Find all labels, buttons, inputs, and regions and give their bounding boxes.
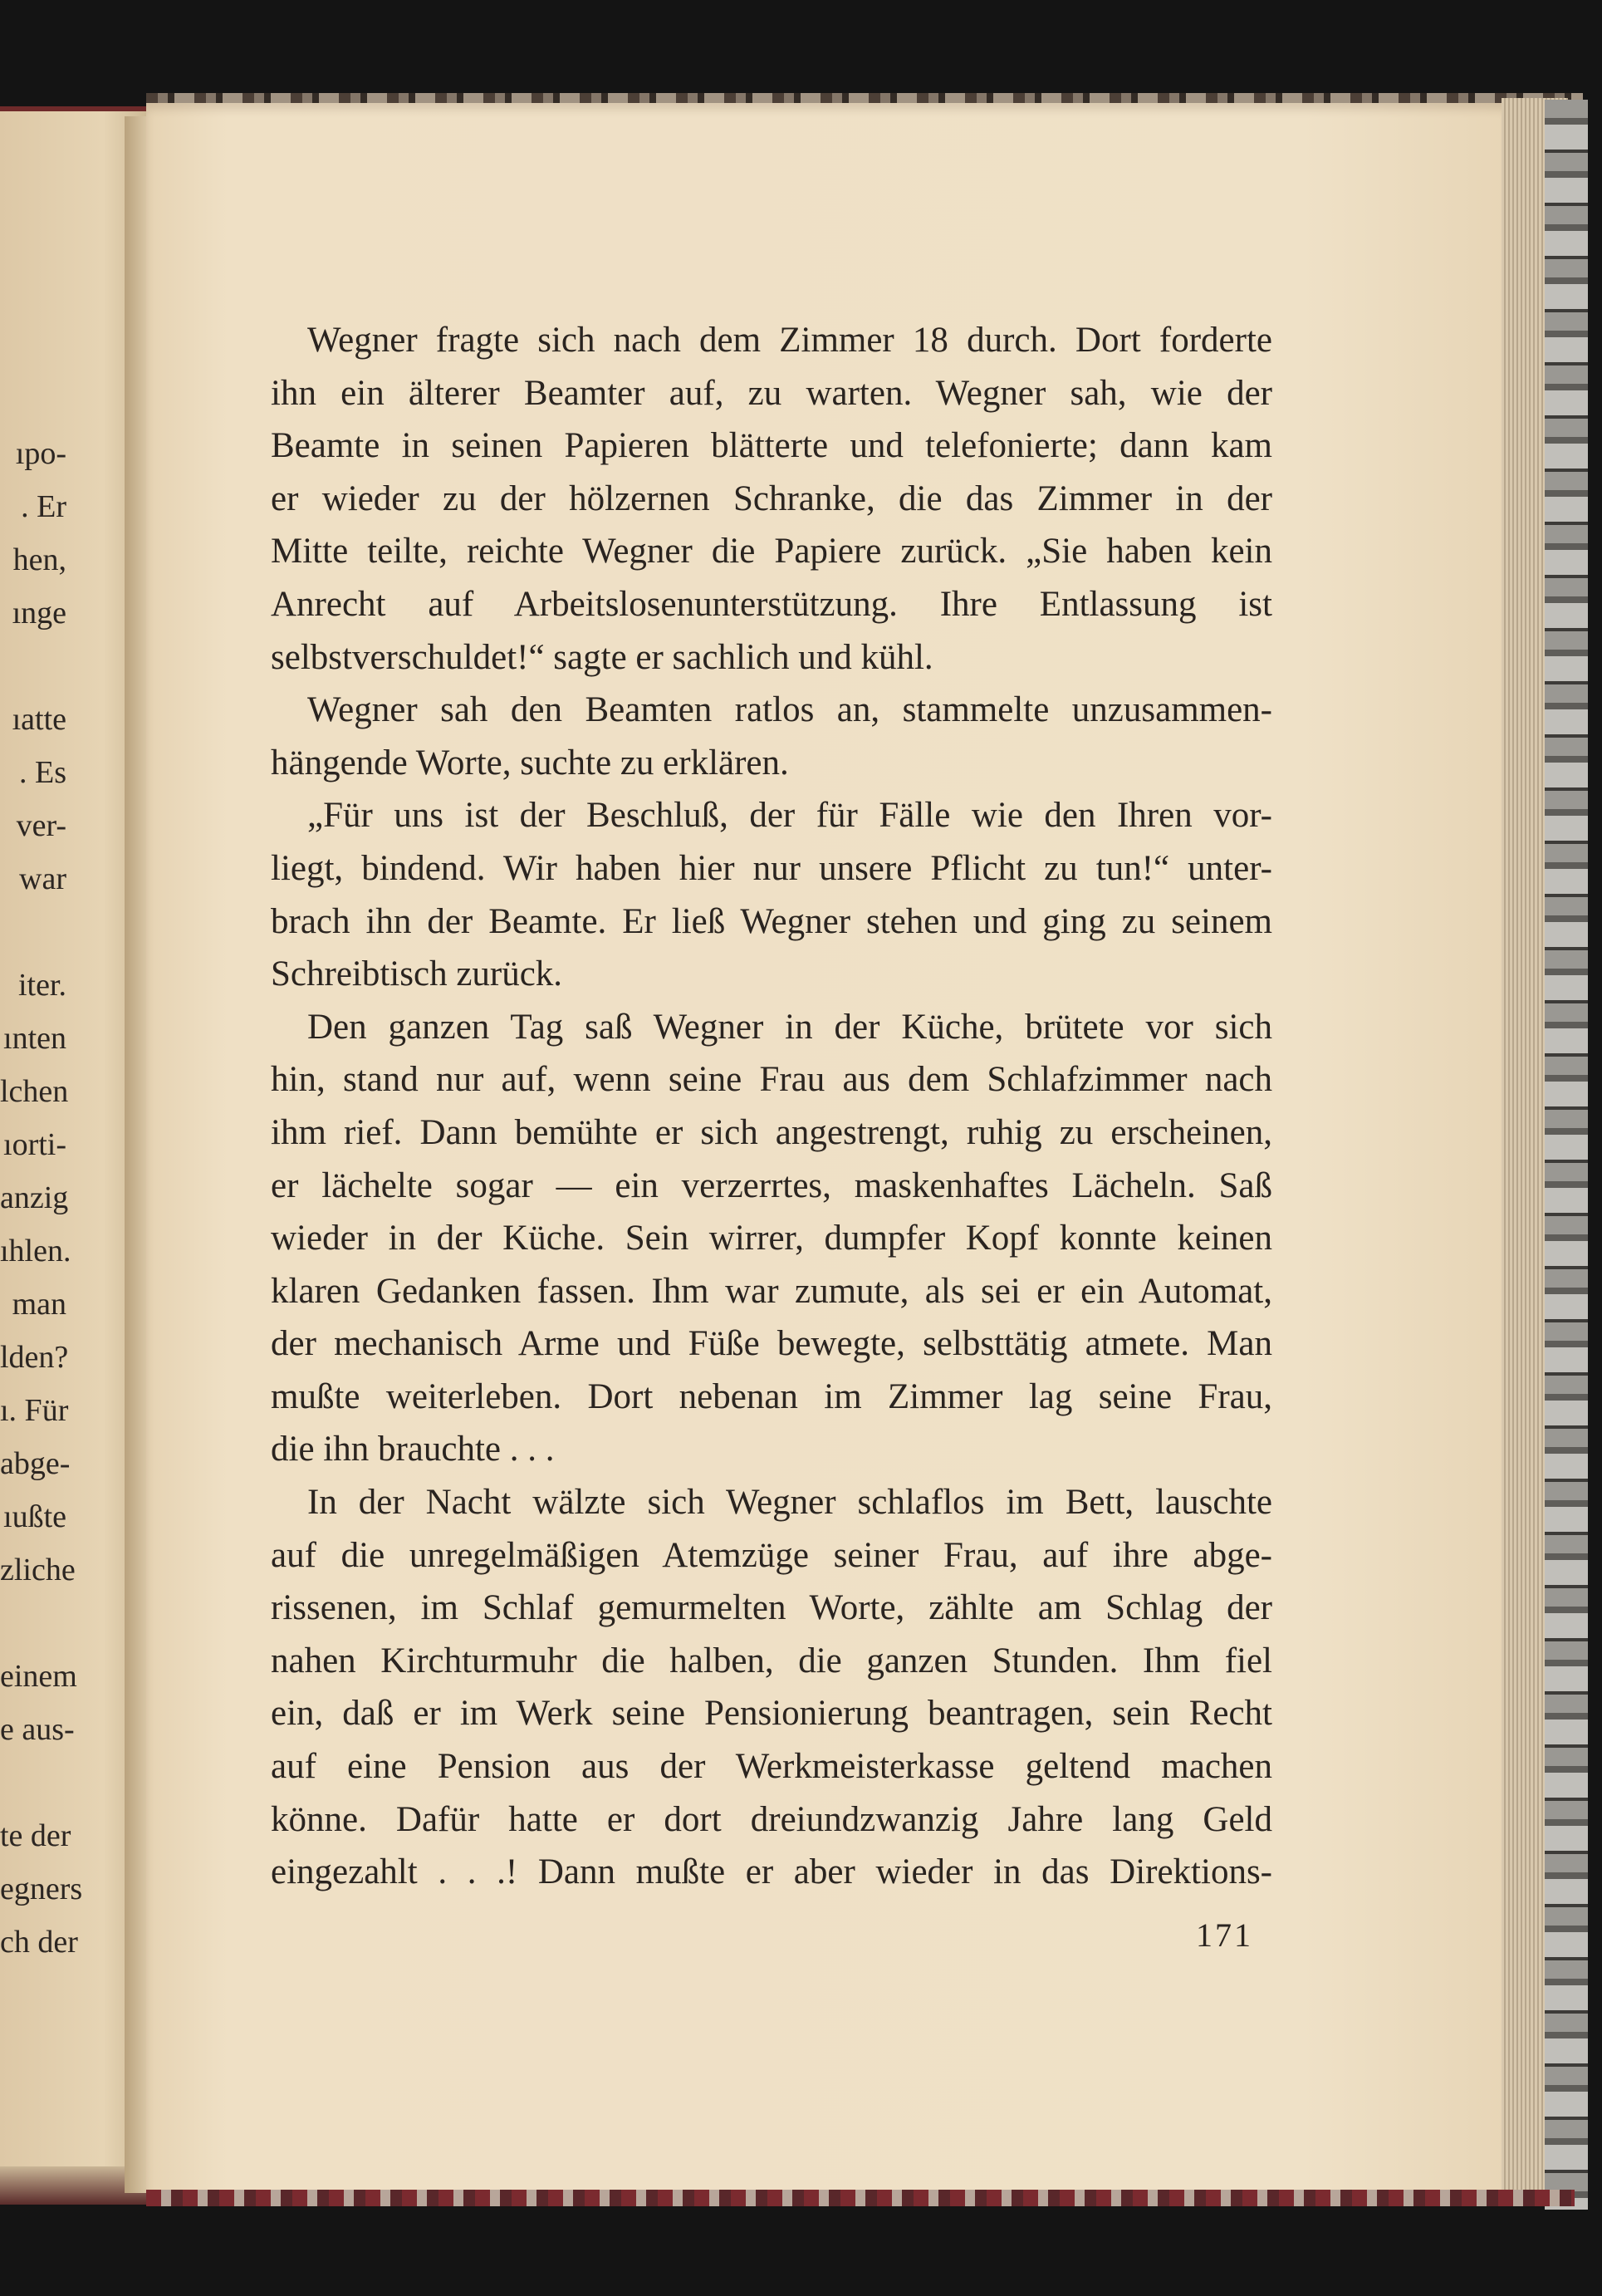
facing-page-line: ıatte <box>12 702 66 737</box>
facing-page-line: iter. <box>17 968 66 1003</box>
text-line: wieder in der Küche. Sein wirrer, dumpfer Kopf konnte keinen <box>271 1219 1272 1258</box>
text-line: die ihn brauchte . . . <box>271 1430 555 1469</box>
cover-right-edge <box>1545 100 1588 2210</box>
facing-page-line <box>0 1756 66 1809</box>
facing-page-line: te der <box>0 1818 71 1853</box>
facing-page-line: e aus- <box>0 1712 75 1747</box>
text-line: nahen Kirchturmuhr die halben, die ganzen Stunden. Ihm fiel <box>271 1641 1272 1680</box>
text-line: Schreibtisch zurück. <box>271 954 563 994</box>
text-line: liegt, bindend. Wir haben hier nur unsere Pflicht zu tun!“ unter- <box>271 848 1272 888</box>
text-line: könne. Dafür hatte er dort dreiundzwanzig Jahre lang Geld <box>271 1799 1272 1839</box>
facing-page-line <box>0 1597 66 1650</box>
facing-page-line: ınten <box>3 1021 66 1056</box>
text-line: „Für uns ist der Beschluß, der für Fälle wie den Ihren vor- <box>307 796 1272 836</box>
text-line: Wegner fragte sich nach dem Zimmer 18 durch. Dort forderte <box>307 321 1272 360</box>
text-line: er wieder zu der hölzernen Schranke, die das Zimmer in der <box>271 478 1272 518</box>
facing-page-line <box>0 905 66 959</box>
text-line: der mechanisch Arme und Füße bewegte, selbsttätig atmete. Man <box>271 1324 1272 1364</box>
facing-page-line: lchen <box>0 1074 69 1109</box>
facing-page-text <box>0 427 83 1969</box>
text-line: Beamte in seinen Papieren blätterte und telefonierte; dann kam <box>271 426 1272 466</box>
body-text <box>271 314 1272 1899</box>
facing-page-line: ıpo- <box>15 436 66 471</box>
bottom-cover-edge <box>146 2190 1575 2206</box>
text-line: eingezahlt . . .! Dann mußte er aber wieder in das Direktions- <box>271 1852 1272 1892</box>
facing-page-line: . Es <box>19 755 66 790</box>
facing-page-line: ınge <box>12 596 66 630</box>
text-line: Wegner sah den Beamten ratlos an, stammelte unzusammen- <box>307 690 1272 730</box>
text-line: Den ganzen Tag saß Wegner in der Küche, brütete vor sich <box>307 1007 1272 1047</box>
facing-page-line: . Er <box>21 489 66 524</box>
text-line: ihm rief. Dann bemühte er sich angestrengt, ruhig zu erscheinen, <box>271 1112 1272 1152</box>
facing-page-line: man <box>12 1287 66 1322</box>
text-line: rissenen, im Schlaf gemurmelten Worte, zählte am Schlag der <box>271 1588 1272 1628</box>
text-line: selbstverschuldet!“ sagte er sachlich und kühl. <box>271 637 933 677</box>
facing-page-line: abge- <box>0 1446 71 1481</box>
text-line: hin, stand nur auf, wenn seine Frau aus dem Schlafzimmer nach <box>271 1060 1272 1100</box>
facing-page-line: ıhlen. <box>0 1234 71 1268</box>
facing-page-line: einem <box>0 1659 77 1694</box>
text-line: mußte weiterleben. Dort nebenan im Zimmer lag seine Frau, <box>271 1376 1272 1416</box>
facing-page-line: ıußte <box>3 1499 66 1534</box>
facing-page-line: ver- <box>16 808 66 843</box>
text-line: auf die unregelmäßigen Atemzüge seiner Frau, auf ihre abge- <box>271 1535 1272 1575</box>
text-line: ein, daß er im Werk seine Pensionierung beantragen, sein Recht <box>271 1694 1272 1734</box>
text-line: klaren Gedanken fassen. Ihm war zumute, als sei er ein Automat, <box>271 1271 1272 1311</box>
text-line: ihn ein älterer Beamter auf, zu warten. Wegner sah, wie der <box>271 373 1272 413</box>
facing-page-line: egners <box>0 1872 83 1906</box>
facing-page-line: zliche <box>0 1553 76 1587</box>
text-line: Anrecht auf Arbeitslosenunterstützung. Ihre Entlassung ist <box>271 584 1272 624</box>
facing-page-line: ch der <box>0 1925 78 1960</box>
text-line: In der Nacht wälzte sich Wegner schlaflos im Bett, lauschte <box>307 1483 1272 1523</box>
facing-page-line: anzig <box>0 1180 69 1215</box>
facing-page-line <box>0 640 66 693</box>
facing-page-line: war <box>19 861 66 896</box>
facing-page-line: ı. Für <box>0 1393 69 1428</box>
facing-page-line: hen, <box>12 542 66 577</box>
text-line: brach ihn der Beamte. Er ließ Wegner stehen und ging zu seinem <box>271 901 1272 941</box>
text-line: Mitte teilte, reichte Wegner die Papiere zurück. „Sie haben kein <box>271 532 1272 572</box>
text-line: er lächelte sogar — ein verzerrtes, maskenhaftes Lächeln. Saß <box>271 1165 1272 1205</box>
facing-page-line: ıorti- <box>3 1127 66 1162</box>
page-number: 171 <box>1196 1916 1253 1954</box>
text-line: auf eine Pension aus der Werkmeisterkasse geltend machen <box>271 1747 1272 1787</box>
text-line: hängende Worte, suchte zu erklären. <box>271 743 789 783</box>
facing-page-line: lden? <box>0 1340 69 1375</box>
